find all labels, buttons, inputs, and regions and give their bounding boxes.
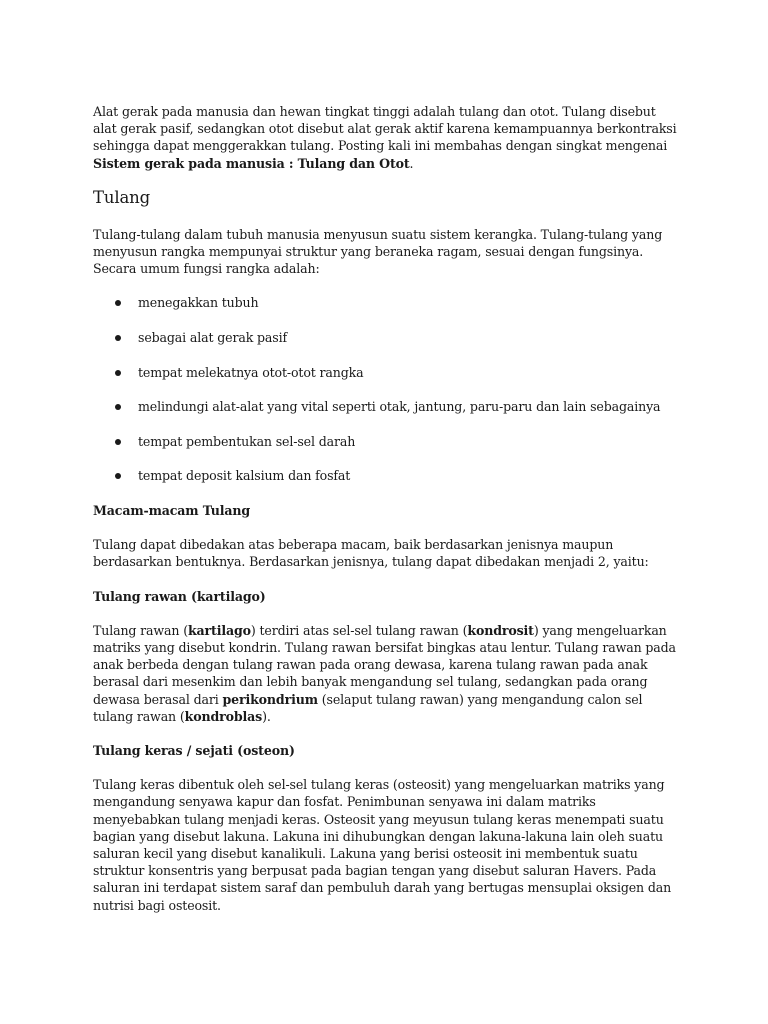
bullet-icon bbox=[115, 300, 121, 306]
tulang-paragraph: Tulang-tulang dalam tubuh manusia menyusun suatu sistem kerangka. Tulang-tulang yang menyusun rangka mempunyai struktur yang beraneka ragam, sesuai dengan fungsinya. Secara umum fungsi rangka adalah: bbox=[93, 226, 663, 277]
list-item bbox=[93, 364, 683, 381]
intro-text: Alat gerak pada manusia dan hewan tingkat tinggi adalah tulang dan otot. Tulang disebut alat gerak pasif, sedangkan otot disebut alat gerak aktif karena kemampuannya berkontraksi sehingga dapat menggerakkan tulang. Posting kali ini membahas dengan singkat mengenai bbox=[93, 104, 677, 154]
intro-paragraph bbox=[93, 103, 683, 172]
bullet-icon bbox=[115, 404, 121, 410]
bullet-icon bbox=[115, 335, 121, 341]
bullet-icon bbox=[115, 473, 121, 479]
heading-tulang-rawan: Tulang rawan (kartilago) bbox=[93, 588, 266, 604]
list-item-text: melindungi alat-alat yang vital seperti otak, jantung, paru-paru dan lain sebagainya bbox=[138, 399, 661, 415]
bullet-icon bbox=[115, 370, 121, 376]
list-item bbox=[93, 294, 683, 311]
text-run: ) yang mengeluarkan matriks yang disebut kondrin. Tulang rawan bersifat bingkas atau lentur. Tulang rawan pada anak berbeda dengan tulang rawan pada orang dewasa, karena tulang rawan pada anak berasal dari mesenkim dan lebih banyak mengandung sel tulang, sedangkan pada orang dewasa berasal dari bbox=[93, 622, 676, 707]
heading-tulang-keras: Tulang keras / sejati (osteon) bbox=[93, 742, 295, 758]
heading-macam-macam-tulang: Macam-macam Tulang bbox=[93, 502, 251, 518]
text-run: ). bbox=[262, 708, 271, 724]
tulang-rawan-paragraph bbox=[93, 622, 683, 725]
text-run: (selaput tulang rawan) yang mengandung calon sel tulang rawan ( bbox=[93, 691, 643, 724]
macam-paragraph: Tulang dapat dibedakan atas beberapa macam, baik berdasarkan jenisnya maupun berdasarkan bentuknya. Berdasarkan jenisnya, tulang dapat dibedakan menjadi 2, yaitu: bbox=[93, 537, 649, 570]
functions-list bbox=[93, 294, 683, 484]
intro-bold-topic: Sistem gerak pada manusia : Tulang dan Otot bbox=[93, 155, 410, 171]
list-item-text: tempat pembentukan sel-sel darah bbox=[138, 433, 356, 449]
list-item bbox=[93, 467, 683, 484]
list-item-text: tempat deposit kalsium dan fosfat bbox=[138, 468, 351, 484]
term-perikondrium: perikondrium bbox=[222, 691, 318, 707]
tulang-keras-paragraph: Tulang keras dibentuk oleh sel-sel tulang keras (osteosit) yang mengeluarkan matriks yang mengandung senyawa kapur dan fosfat. Penimbunan senyawa ini dalam matriks menyebabkan tulang menjadi keras. Osteosit yang meyusun tulang keras menempati suatu bagian yang disebut lakuna. Lakuna ini dihubungkan dengan lakuna-lakuna lain oleh suatu saluran kecil yang disebut kanalikuli. Lakuna yang berisi osteosit ini membentuk suatu struktur konsentris yang berpusat pada bagian tengan yang disebut saluran Havers. Pada saluran ini terdapat sistem saraf dan pembuluh darah yang bertugas mensuplai oksigen dan nutrisi bagi osteosit. bbox=[93, 777, 672, 913]
term-kondroblas: kondroblas bbox=[184, 708, 263, 724]
section-heading-tulang: Tulang bbox=[93, 187, 151, 207]
term-kartilago: kartilago bbox=[187, 622, 251, 638]
list-item-text: sebagai alat gerak pasif bbox=[138, 330, 287, 345]
bullet-icon bbox=[115, 439, 121, 445]
intro-text-end: . bbox=[409, 155, 414, 171]
term-kondrosit: kondrosit bbox=[467, 622, 534, 638]
list-item-text: tempat melekatnya otot-otot rangka bbox=[138, 364, 364, 380]
list-item bbox=[93, 398, 683, 415]
list-item-text: menegakkan tubuh bbox=[138, 295, 259, 311]
list-item bbox=[93, 433, 683, 450]
text-run: ) terdiri atas sel-sel tulang rawan ( bbox=[250, 622, 468, 638]
list-item bbox=[93, 329, 683, 346]
text-run: Tulang rawan ( bbox=[93, 622, 188, 638]
document-page bbox=[93, 103, 683, 931]
